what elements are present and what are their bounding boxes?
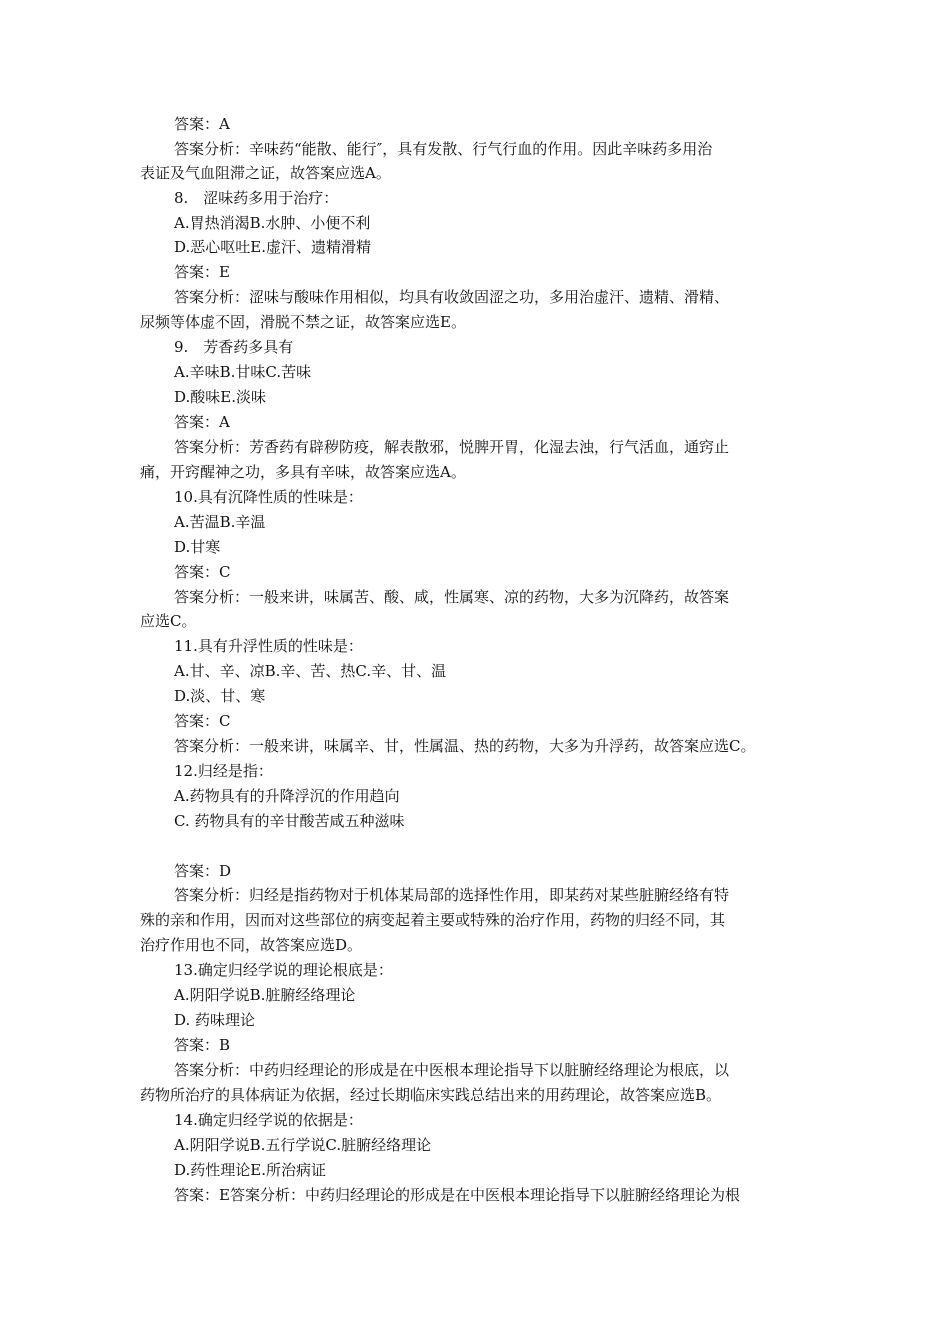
analysis-line: 答案分析：辛味药“能散、能行″，具有发散、行气行血的作用。因此辛味药多用治 — [174, 140, 713, 158]
analysis-continuation: 尿频等体虚不固，滑脱不禁之证，故答案应选E。 — [140, 313, 466, 331]
answer-line: 答案：E — [174, 263, 230, 281]
answer-line: 答案：A — [174, 115, 230, 133]
question-10: 10.具有沉降性质的性味是： — [174, 488, 363, 506]
question-9: 9. 芳香药多具有 — [174, 338, 294, 356]
options-line: A.苦温B.辛温 — [174, 513, 266, 531]
answer-line: 答案：A — [174, 413, 230, 431]
question-13: 13.确定归经学说的理论根底是： — [174, 961, 393, 979]
analysis-continuation: 表证及气血阻滞之证，故答案应选A。 — [140, 164, 391, 182]
answer-line: 答案：B — [174, 1036, 231, 1054]
options-line: A.甘、辛、凉B.辛、苦、热C.辛、甘、温 — [174, 662, 447, 680]
question-11: 11.具有升浮性质的性味是： — [174, 637, 363, 655]
question-8: 8. 涩味药多用于治疗： — [174, 189, 339, 207]
options-line: A.阴阳学说B.脏腑经络理论 — [174, 986, 356, 1004]
options-line: C. 药物具有的辛甘酸苦咸五种滋味 — [174, 812, 405, 830]
answer-analysis-line: 答案：E答案分析：中药归经理论的形成是在中医根本理论指导下以脏腑经络理论为根 — [174, 1186, 740, 1204]
analysis-line: 答案分析：一般来讲，味属苦、酸、咸，性属寒、凉的药物，大多为沉降药，故答案 — [174, 588, 730, 606]
analysis-continuation: 治疗作用也不同，故答案应选D。 — [140, 936, 363, 954]
analysis-line: 答案分析：一般来讲，味属辛、甘，性属温、热的药物，大多为升浮药，故答案应选C。 — [174, 737, 756, 755]
options-line: D.淡、甘、寒 — [174, 687, 266, 705]
options-line: A.胃热消渴B.水肿、小便不利 — [174, 214, 371, 232]
analysis-continuation: 痛，开窍醒神之功，多具有辛味，故答案应选A。 — [140, 463, 466, 481]
analysis-continuation: 应选C。 — [140, 612, 197, 630]
options-line: A.辛味B.甘味C.苦味 — [174, 363, 312, 381]
analysis-line: 答案分析：涩味与酸味作用相似，均具有收敛固涩之功，多用治虚汗、遗精、滑精、 — [174, 288, 730, 306]
answer-line: 答案：C — [174, 712, 231, 730]
analysis-continuation: 殊的亲和作用，因而对这些部位的病变起着主要或特殊的治疗作用，药物的归经不同，其 — [140, 911, 726, 929]
question-12: 12.归经是指： — [174, 762, 273, 780]
analysis-line: 答案分析：中药归经理论的形成是在中医根本理论指导下以脏腑经络理论为根底，以 — [174, 1061, 730, 1079]
answer-line: 答案：C — [174, 563, 231, 581]
options-line: A.阴阳学说B.五行学说C.脏腑经络理论 — [174, 1136, 432, 1154]
options-line: A.药物具有的升降浮沉的作用趋向 — [174, 787, 400, 805]
options-line: D. 药味理论 — [174, 1011, 256, 1029]
analysis-line: 答案分析：芳香药有辟秽防疫，解表散邪，悦脾开胃，化湿去浊，行气活血，通窍止 — [174, 438, 730, 456]
analysis-continuation: 药物所治疗的具体病证为依据，经过长期临床实践总结出来的用药理论，故答案应选B。 — [140, 1086, 722, 1104]
options-line: D.甘寒 — [174, 538, 221, 556]
answer-line: 答案：D — [174, 862, 232, 880]
options-line: D.恶心呕吐E.虚汗、遗精滑精 — [174, 238, 371, 256]
options-line: D.酸味E.淡味 — [174, 388, 266, 406]
question-14: 14.确定归经学说的依据是： — [174, 1111, 363, 1129]
options-line: D.药性理论E.所治病证 — [174, 1161, 326, 1179]
analysis-line: 答案分析：归经是指药物对于机体某局部的选择性作用，即某药对某些脏腑经络有特 — [174, 886, 730, 904]
